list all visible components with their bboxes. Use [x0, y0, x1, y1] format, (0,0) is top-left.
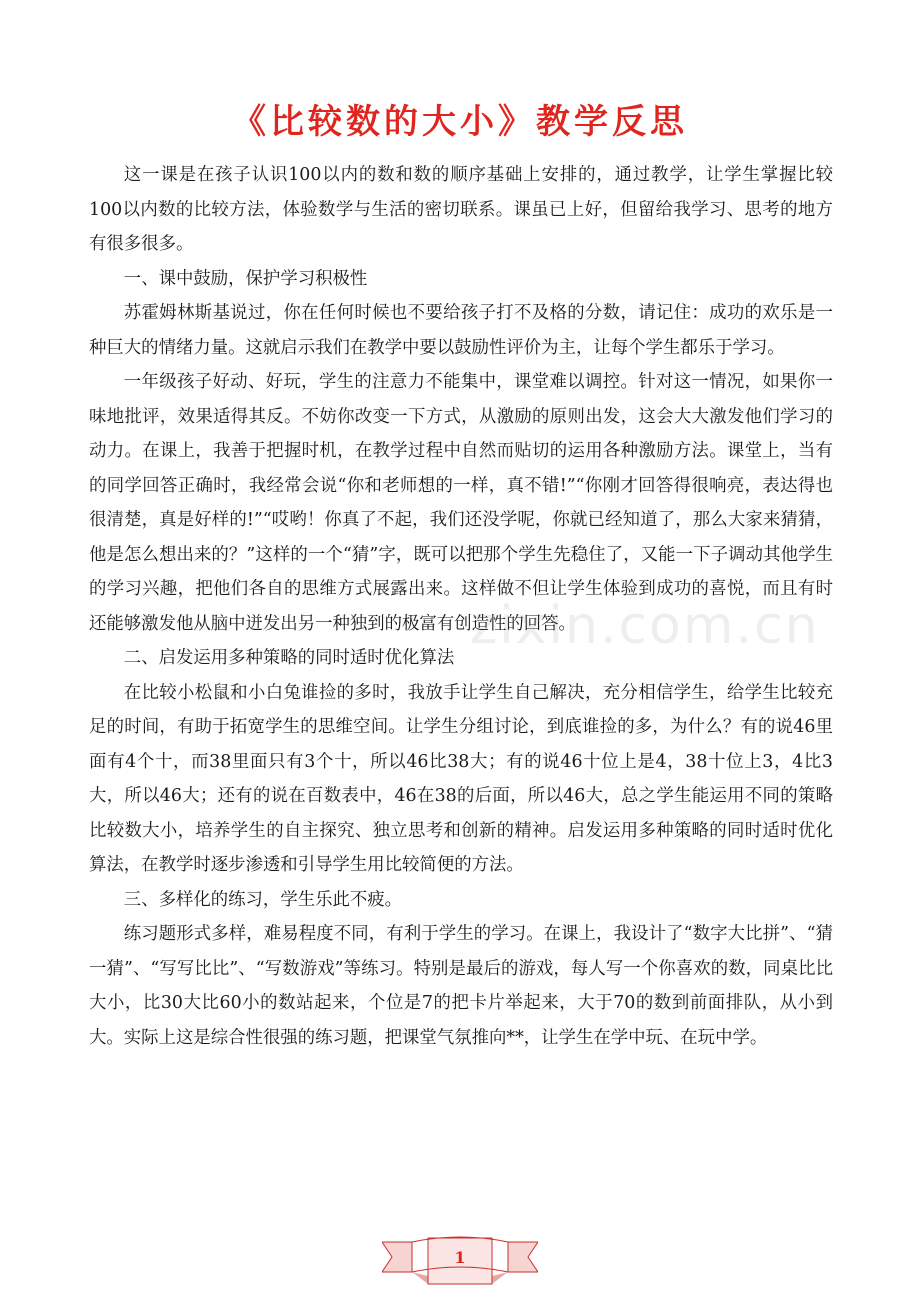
page-title: 《比较数的大小》教学反思	[232, 102, 688, 142]
section-heading-3: 三、多样化的练习，学生乐此不疲。	[123, 889, 403, 910]
section-heading-1: 一、课中鼓励，保护学习积极性	[123, 268, 368, 289]
watermark: zixin.com.cn	[470, 596, 820, 656]
document-body	[89, 158, 833, 1055]
page-number-badge	[382, 1234, 538, 1294]
body-paragraph: 练习题形式多样，难易程度不同，有利于学生的学习。在课上，我设计了“数字大比拼”、“猜一猜”、“写写比比”、“写数游戏”等练习。特别是最后的游戏，每人写一个你喜欢的数，同桌比比大小，比30大比60小的数站起来，个位是7的把卡片举起来，大于70的数到前面排队，从小到大。实际上这是综合性很强的练习题，把课堂气氛推向**，让学生在学中玩、在玩中学。	[89, 924, 833, 1048]
intro-paragraph: 这一课是在孩子认识100以内的数和数的顺序基础上安排的，通过教学，让学生掌握比较100以内数的比较方法，体验数学与生活的密切联系。课虽已上好，但留给我学习、思考的地方有很多很多。	[89, 165, 833, 254]
body-paragraph: 苏霍姆林斯基说过，你在任何时候也不要给孩子打不及格的分数，请记住：成功的欢乐是一种巨大的情绪力量。这就启示我们在教学中要以鼓励性评价为主，让每个学生都乐于学习。	[89, 303, 833, 358]
page-number: 1	[454, 1248, 466, 1267]
body-paragraph: 一年级孩子好动、好玩，学生的注意力不能集中，课堂难以调控。针对这一情况，如果你一味地批评，效果适得其反。不妨你改变一下方式，从激励的原则出发，这会大大激发他们学习的动力。在课上，我善于把握时机，在教学过程中自然而贴切的运用各种激励方法。课堂上，当有的同学回答正确时，我经常会说“你和老师想的一样，真不错!”“你刚才回答得很响亮，表达得也很清楚，真是好样的!”“哎哟！你真了不起，我们还没学呢，你就已经知道了，那么大家来猜猜，他是怎么想出来的？”这样的一个“猜”字，既可以把那个学生先稳住了，又能一下子调动其他学生的学习兴趣，把他们各自的思维方式展露出来。这样做不但让学生体验到成功的喜悦，而且有时还能够激发他从脑中迸发出另一种独到的极富有创造性的回答。	[89, 372, 833, 634]
section-heading-2: 二、启发运用多种策略的同时适时优化算法	[123, 648, 455, 668]
body-paragraph: 在比较小松鼠和小白兔谁捡的多时，我放手让学生自己解决，充分相信学生，给学生比较充足的时间，有助于拓宽学生的思维空间。让学生分组讨论，到底谁捡的多，为什么？有的说46里面有4个十，而38里面只有3个十，所以46比38大；有的说46十位上是4，38十位上3，4比3大，所以46大；还有的说在百数表中，46在38的后面，所以46大，总之学生能运用不同的策略比较数大小，培养学生的自主探究、独立思考和创新的精神。启发运用多种策略的同时适时优化算法，在教学时逐步渗透和引导学生用比较简便的方法。	[89, 682, 833, 875]
